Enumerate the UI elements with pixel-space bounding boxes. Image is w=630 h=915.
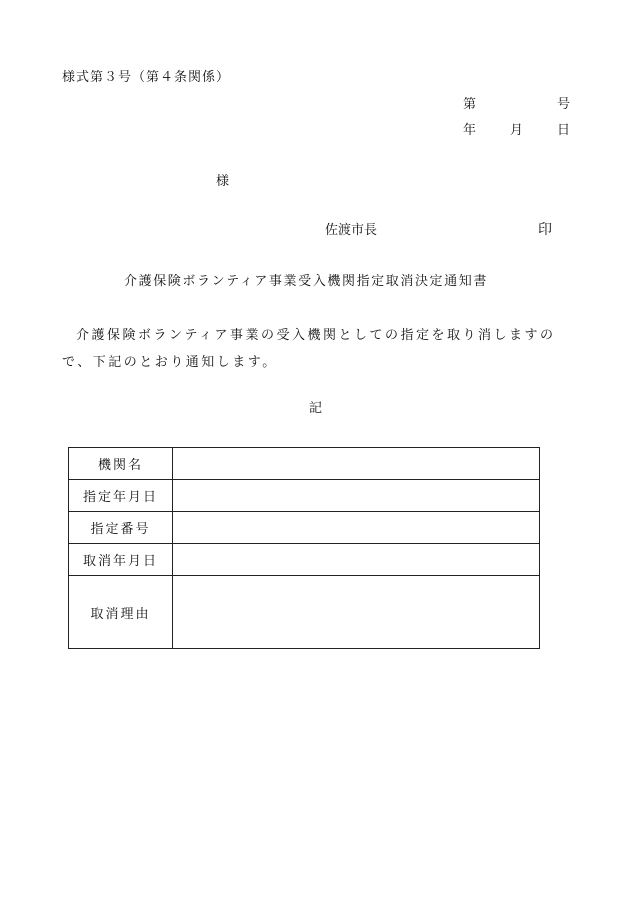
document-title: 介護保険ボランティア事業受入機関指定取消決定通知書 bbox=[124, 274, 488, 289]
recipient-honorific: 様 bbox=[216, 174, 230, 189]
document-number-suffix: 号 bbox=[557, 97, 571, 112]
row-value-revocation-reason[interactable] bbox=[173, 576, 540, 649]
form-number: 様式第３号（第４条関係） bbox=[62, 70, 231, 85]
row-label-revocation-reason: 取消理由 bbox=[69, 576, 173, 649]
document-number-prefix: 第 bbox=[463, 97, 477, 112]
body-text: 介護保険ボランティア事業の受入機関としての指定を取り消しますので、下記のとおり通知します。 bbox=[62, 328, 556, 370]
row-label-revocation-date: 取消年月日 bbox=[69, 544, 173, 576]
date-day-label: 日 bbox=[557, 123, 571, 138]
ki-label: 記 bbox=[309, 401, 323, 416]
table-row bbox=[69, 448, 540, 480]
row-label-designation-number: 指定番号 bbox=[69, 512, 173, 544]
issuer-title: 佐渡市長 bbox=[325, 223, 378, 238]
row-value-revocation-date[interactable] bbox=[173, 544, 540, 576]
table-row bbox=[69, 480, 540, 512]
row-label-designation-date: 指定年月日 bbox=[69, 480, 173, 512]
table-row bbox=[69, 544, 540, 576]
row-label-agency-name: 機関名 bbox=[69, 448, 173, 480]
row-value-agency-name[interactable] bbox=[173, 448, 540, 480]
date-year-label: 年 bbox=[463, 123, 477, 138]
info-table bbox=[68, 447, 540, 649]
table-row bbox=[69, 512, 540, 544]
date-month-label: 月 bbox=[510, 123, 524, 138]
seal-mark: 印 bbox=[538, 222, 552, 238]
table-row bbox=[69, 576, 540, 649]
row-value-designation-number[interactable] bbox=[173, 512, 540, 544]
row-value-designation-date[interactable] bbox=[173, 480, 540, 512]
